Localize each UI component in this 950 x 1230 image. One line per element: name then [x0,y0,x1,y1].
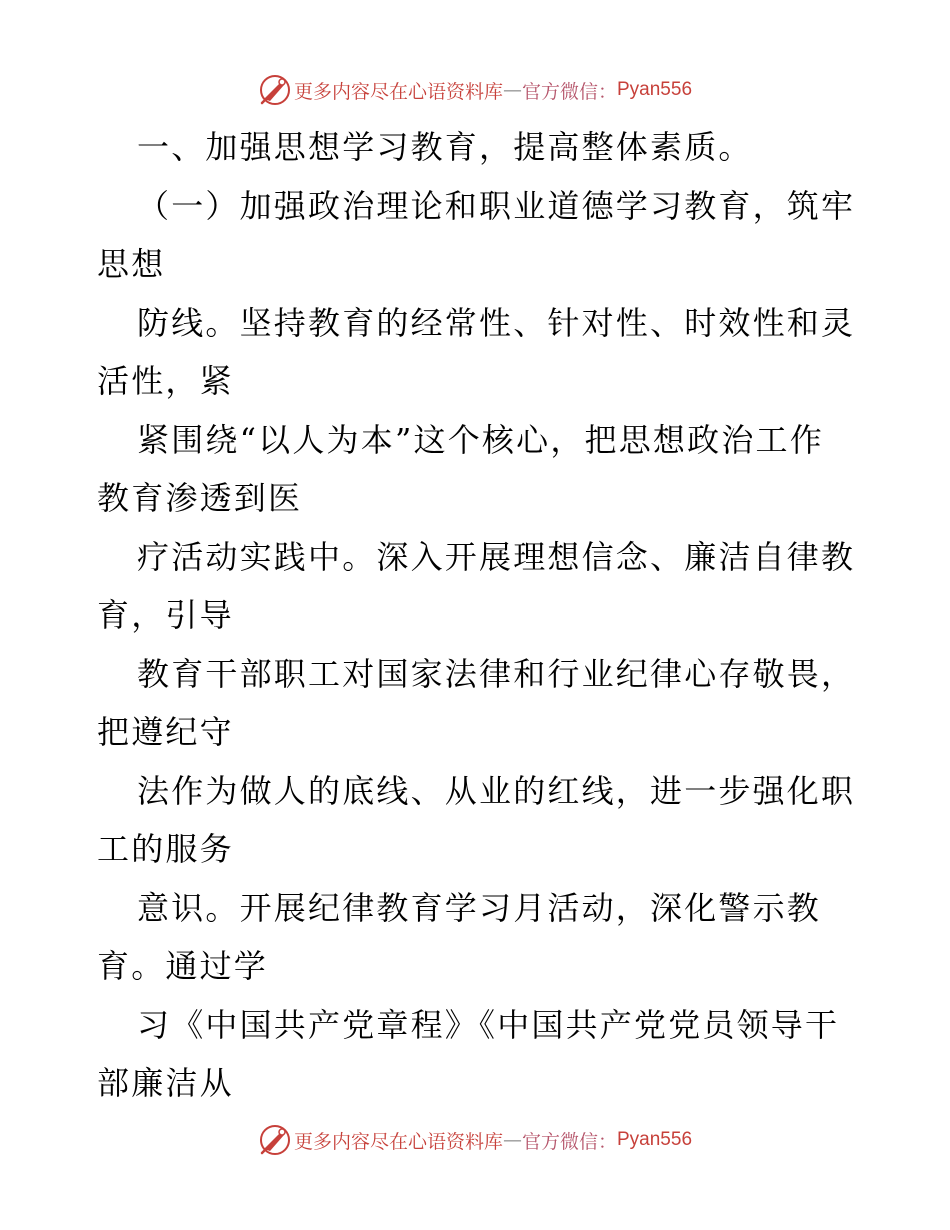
pen-nib-logo-icon [258,73,292,107]
paragraph-line: 活性，紧 [97,362,234,400]
paragraph-line: 紧围绕“以人为本”这个核心，把思想政治工作 [137,420,824,459]
paragraph-line: 防线。坚持教育的经常性、针对性、时效性和灵 [137,303,856,342]
banner-contact-label: 官方微信： [521,80,617,103]
paragraph-line: 育，引导 [97,596,234,634]
paragraph-line: 工的服务 [97,830,234,868]
paragraph-line: 意识。开展纪律教育学习月活动，深化警示教 [137,888,822,927]
header-watermark-banner [0,70,950,110]
banner-promo-text: 更多内容尽在心语资料库 [293,1130,503,1153]
paragraph-line: 育。通过学 [97,947,269,985]
pen-nib-logo-icon [258,1123,292,1157]
paragraph-line: 习《中国共产党章程》《中国共产党党员领导干 [137,1005,840,1044]
paragraph-line: （一）加强政治理论和职业道德学习教育，筑牢 [137,186,856,225]
document-body [97,118,857,1113]
banner-contact-label: 官方微信： [521,1130,617,1153]
paragraph-line: 法作为做人的底线、从业的红线，进一步强化职 [137,771,856,810]
paragraph-line: 把遵纪守 [97,713,234,751]
paragraph-line: 部廉洁从 [97,1064,234,1102]
banner-separator: — [502,1129,522,1151]
paragraph-line: 教育干部职工对国家法律和行业纪律心存敬畏， [137,654,856,693]
section-heading: 一、加强思想学习教育，提高整体素质。 [137,128,753,166]
paragraph-line: 疗活动实践中。深入开展理想信念、廉洁自律教 [137,537,856,576]
paragraph-line: 思想 [97,245,166,283]
footer-watermark-banner [0,1120,950,1160]
banner-contact-id: Pyan556 [617,79,693,100]
banner-promo-text: 更多内容尽在心语资料库 [293,80,503,103]
banner-separator: — [502,79,522,101]
paragraph-line: 教育渗透到医 [97,479,303,517]
banner-contact-id: Pyan556 [617,1129,693,1150]
